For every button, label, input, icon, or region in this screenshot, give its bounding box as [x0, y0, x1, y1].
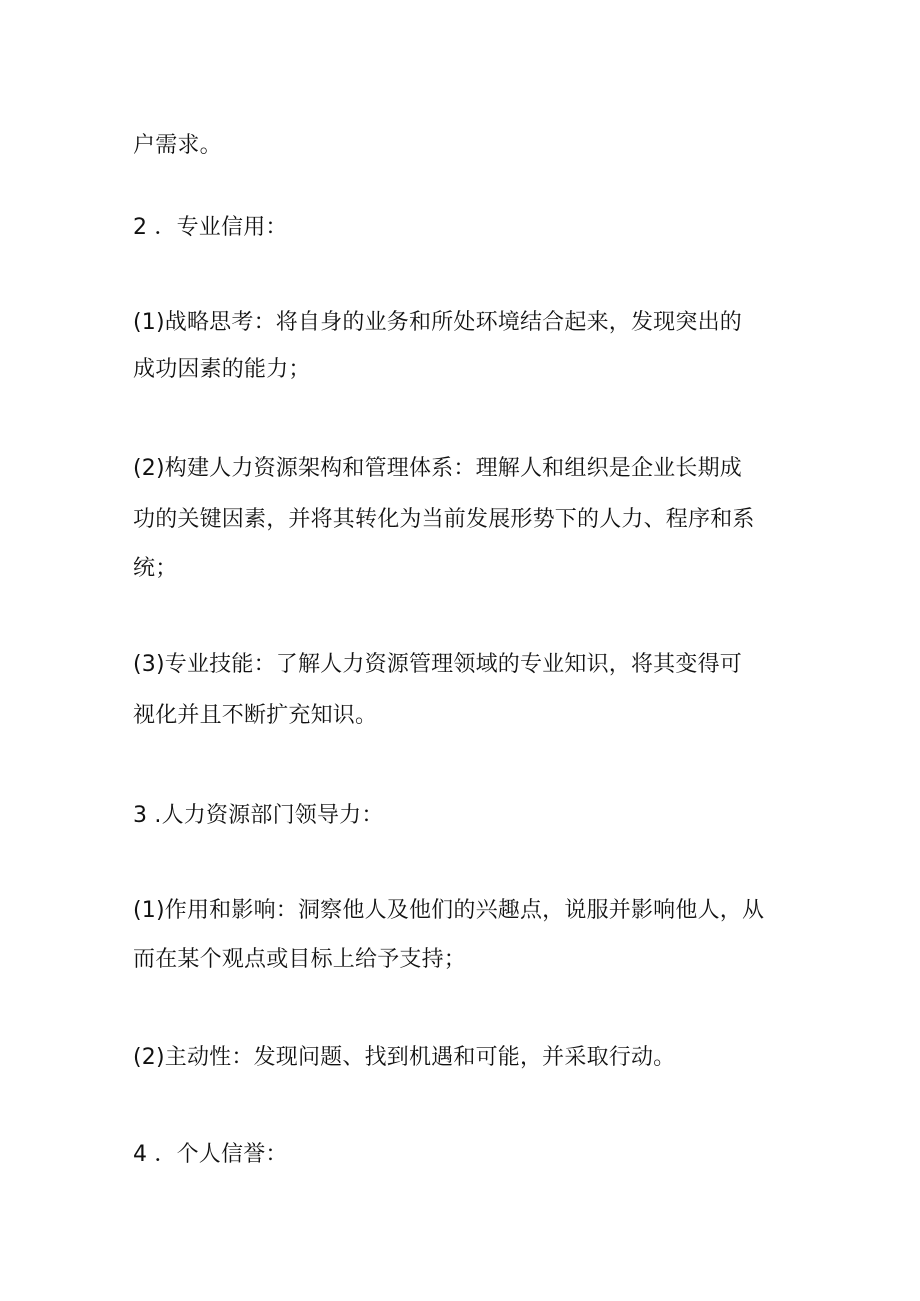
- heading-professional-credibility: 2 ．专业信用：: [133, 215, 288, 240]
- heading-hr-leadership: 3 .人力资源部门领导力：: [133, 803, 384, 828]
- text-line-hr-architecture: (2)构建人力资源架构和管理体系：理解人和组织是企业长期成: [133, 456, 742, 481]
- text-line-hr-architecture-cont: 功的关键因素，并将其转化为当前发展形势下的人力、程序和系: [133, 507, 755, 532]
- text-line-influence: (1)作用和影响：洞察他人及他们的兴趣点，说服并影响他人，从: [133, 898, 765, 923]
- text-line-customer-needs: 户需求。: [133, 133, 222, 158]
- text-line-strategic-thinking-cont: 成功因素的能力；: [133, 357, 311, 382]
- text-line-professional-skills: (3)专业技能：了解人力资源管理领域的专业知识，将其变得可: [133, 652, 742, 677]
- text-line-strategic-thinking: (1)战略思考：将自身的业务和所处环境结合起来，发现突出的: [133, 310, 742, 335]
- text-line-professional-skills-cont: 视化并且不断扩充知识。: [133, 703, 378, 728]
- text-line-initiative: (2)主动性：发现问题、找到机遇和可能，并采取行动。: [133, 1045, 676, 1070]
- text-line-hr-architecture-end: 统；: [133, 556, 178, 581]
- heading-personal-credibility: 4 ．个人信誉：: [133, 1142, 288, 1167]
- text-line-influence-cont: 而在某个观点或目标上给予支持；: [133, 947, 467, 972]
